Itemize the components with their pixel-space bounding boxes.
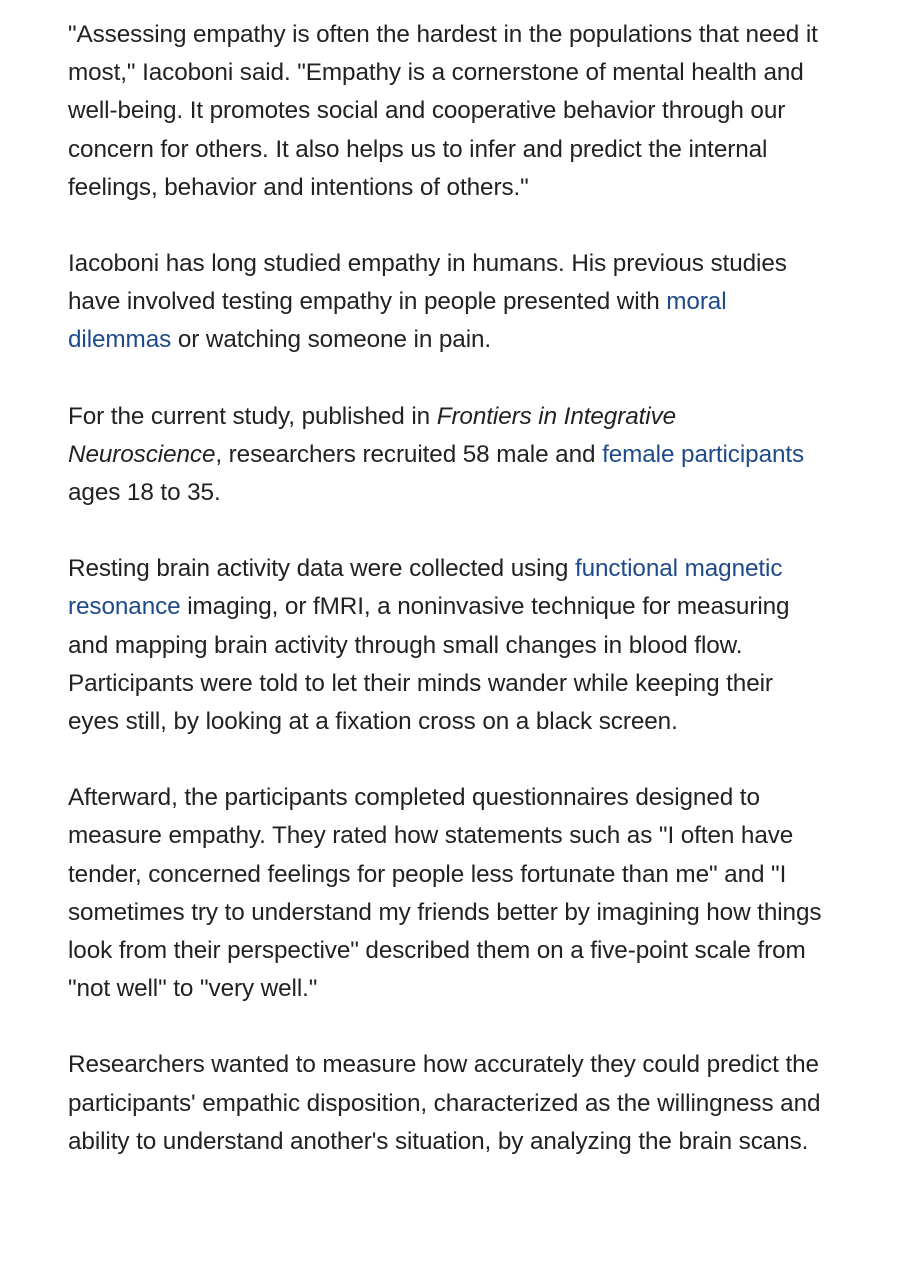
paragraph-text: Iacoboni has long studied empathy in humans. His previous studies have involved testing empathy in people presented with	[68, 250, 787, 316]
functional-magnetic-resonance-link[interactable]: functional magnetic resonance	[68, 555, 783, 621]
paragraph-current-study	[68, 398, 828, 513]
paragraph-text: "Assessing empathy is often the hardest in the populations that need it most," Iacoboni said. "Empathy is a cornerstone of mental health and well-being. It promotes social and cooperative behavior through our concern for others. It also helps us to infer and predict the internal feelings, behavior and intentions of others."	[68, 21, 818, 201]
paragraph-text: or watching someone in pain.	[171, 326, 492, 354]
moral-dilemmas-link[interactable]: moral dilemmas	[68, 288, 727, 354]
paragraph-text: , researchers recruited 58 male and	[215, 440, 603, 468]
paragraph-questionnaires	[68, 779, 828, 1008]
paragraph-text: For the current study, published in	[68, 402, 437, 430]
paragraph-empathy-quote	[68, 16, 828, 207]
article-body	[68, 16, 828, 1199]
paragraph-text: Afterward, the participants completed questionnaires designed to measure empathy. They rated how statements such as "I often have tender, concerned feelings for people less fortunate than me" and "I sometimes try to understand my friends better by imagining how things look from their perspective" described them on a five-point scale from "not well" to "very well."	[68, 784, 822, 1003]
paragraph-prediction-goal	[68, 1046, 828, 1161]
female-participants-link[interactable]: female participants	[602, 440, 805, 468]
paragraph-text: ages 18 to 35.	[68, 479, 221, 507]
journal-title: Frontiers in Integrative Neuroscience	[68, 402, 677, 468]
paragraph-iacoboni-studies	[68, 245, 828, 360]
paragraph-text: imaging, or fMRI, a noninvasive technique for measuring and mapping brain activity through small changes in blood flow. Participants were told to let their minds wander while keeping their eyes still, by looking at a fixation cross on a black screen.	[68, 593, 790, 736]
paragraph-text: Researchers wanted to measure how accurately they could predict the participants' empathic disposition, characterized as the willingness and ability to understand another's situation, by analyzing the brain scans.	[68, 1051, 821, 1155]
paragraph-text: Resting brain activity data were collected using	[68, 555, 575, 583]
paragraph-fmri-method	[68, 550, 828, 741]
